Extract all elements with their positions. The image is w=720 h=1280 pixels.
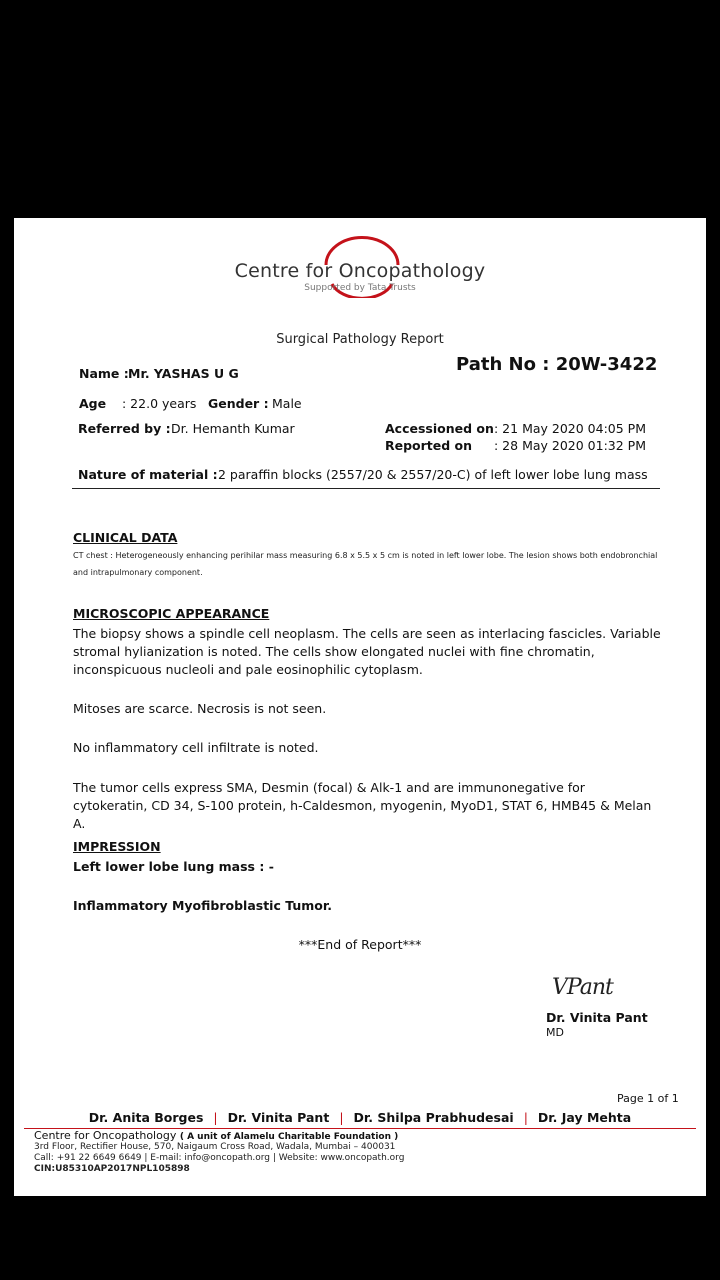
material-label: Nature of material :: [78, 467, 218, 482]
referred-value: Dr. Hemanth Kumar: [171, 421, 295, 436]
microscopic-paragraph-2: Mitoses are scarce. Necrosis is not seen.: [73, 701, 327, 716]
report-page: [14, 218, 706, 1196]
impression-site: Left lower lobe lung mass : -: [73, 859, 274, 874]
patient-name: Mr. YASHAS U G: [128, 366, 239, 381]
doctor-name: Dr. Shilpa Prabhudesai: [353, 1110, 514, 1125]
brand-tagline: Supported by Tata Trusts: [304, 283, 416, 293]
microscopic-paragraph-3: No inflammatory cell infiltrate is noted.: [73, 740, 319, 755]
microscopic-heading: MICROSCOPIC APPEARANCE: [73, 606, 270, 621]
signature-image: [552, 975, 613, 1000]
page-number: Page 1 of 1: [617, 1092, 679, 1105]
gender-label: Gender :: [208, 396, 269, 411]
footer-org-line: [34, 1129, 398, 1142]
separator: |: [339, 1110, 344, 1125]
divider: [72, 488, 660, 489]
impression-diagnosis: Inflammatory Myofibroblastic Tumor.: [73, 898, 333, 913]
separator: |: [213, 1110, 218, 1125]
org-address: 3rd Floor, Rectifier House, 570, Naigaum Cross Road, Wadala, Mumbai – 400031: [34, 1142, 396, 1152]
org-contact: Call: +91 22 6649 6649 | E-mail: info@oncopath.org | Website: www.oncopath.org: [34, 1153, 405, 1163]
doctor-name: Dr. Jay Mehta: [537, 1110, 632, 1125]
clinical-heading: CLINICAL DATA: [73, 530, 178, 545]
accessioned-label: Accessioned on: [385, 421, 494, 436]
gender-value: Male: [272, 396, 302, 411]
clinical-line-2: and intrapulmonary component.: [73, 568, 203, 577]
org-cin: CIN:U85310AP2017NPL105898: [34, 1164, 190, 1174]
age-label: Age: [79, 396, 107, 411]
signatory-name: Dr. Vinita Pant: [546, 1010, 648, 1025]
name-label: Name :: [79, 366, 129, 381]
microscopic-paragraph-1: The biopsy shows a spindle cell neoplasm. The cells are seen as interlacing fascicles. Variable stromal hylianization is noted. The cells show elongated nuclei with fine chromatin, inconspicuous nucleoli and pale eosinophilic cytoplasm.: [73, 626, 661, 677]
doctor-name: Dr. Anita Borges: [88, 1110, 204, 1125]
reported-label: Reported on: [385, 438, 473, 453]
doctor-list: [14, 1110, 706, 1125]
org-unit: ( A unit of Alamelu Charitable Foundation ): [179, 1132, 399, 1142]
path-number: Path No : 20W-3422: [456, 354, 658, 375]
report-title: Surgical Pathology Report: [276, 332, 444, 347]
signature-text: VPant: [552, 975, 613, 1000]
separator: |: [523, 1110, 528, 1125]
microscopic-paragraph-4: The tumor cells express SMA, Desmin (focal) & Alk-1 and are immunonegative for cytokeratin, CD 34, S-100 protein, h-Caldesmon, myogenin, MyoD1, STAT 6, HMB45 & Melan A.: [73, 780, 652, 831]
clinical-line-1: CT chest : Heterogeneously enhancing perihilar mass measuring 6.8 x 5.5 x 5 cm is noted in left lower lobe. The lesion shows both endobronchial: [73, 551, 658, 560]
org-name: Centre for Oncopathology: [34, 1129, 177, 1142]
accessioned-value: : 21 May 2020 04:05 PM: [494, 421, 646, 436]
age-value: : 22.0 years: [122, 396, 197, 411]
impression-heading: IMPRESSION: [73, 839, 161, 854]
material-value: 2 paraffin blocks (2557/20 & 2557/20-C) of left lower lobe lung mass: [218, 467, 648, 482]
doctor-name: Dr. Vinita Pant: [227, 1110, 330, 1125]
brand-name: Centre for Oncopathology: [234, 260, 486, 282]
referred-label: Referred by :: [78, 421, 171, 436]
reported-value: : 28 May 2020 01:32 PM: [494, 438, 646, 453]
end-of-report: ***End of Report***: [298, 937, 422, 952]
signatory-degree: MD: [546, 1026, 564, 1039]
